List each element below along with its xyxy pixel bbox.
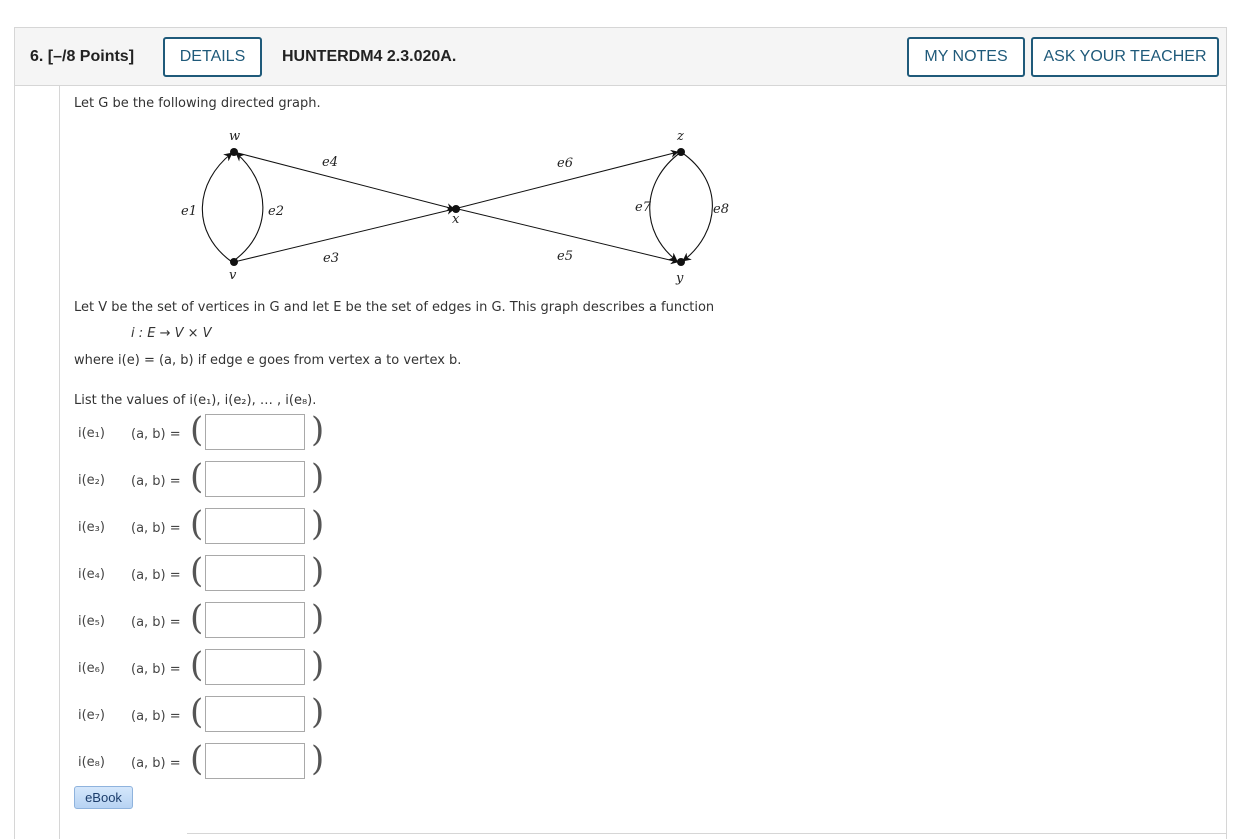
question-code: HUNTERDM4 2.3.020A.	[282, 48, 457, 65]
vertex-w	[230, 148, 238, 156]
ebook-button[interactable]: eBook	[74, 786, 133, 809]
edge-e3	[234, 209, 454, 262]
row-ab: (a, b) =	[131, 521, 181, 536]
answer-input-e6[interactable]	[205, 649, 305, 685]
row-label: i(e₃)	[78, 520, 105, 535]
row-label: i(e₆)	[78, 661, 105, 676]
description-line: Let V be the set of vertices in G and let E be the set of edges in G. This graph describes a function	[74, 300, 715, 315]
my-notes-button[interactable]: MY NOTES	[907, 37, 1025, 77]
right-paren: )	[311, 457, 325, 497]
edge-label-e2: e2	[268, 204, 284, 219]
left-paren: (	[190, 692, 204, 732]
question-number-points: 6. [–/8 Points]	[30, 48, 135, 65]
edge-e7	[650, 152, 681, 261]
left-paren: (	[190, 739, 204, 779]
vertex-label-z: z	[677, 129, 684, 144]
left-paren: (	[190, 504, 204, 544]
row-label: i(e₁)	[78, 426, 105, 441]
row-ab: (a, b) =	[131, 568, 181, 583]
answer-input-e3[interactable]	[205, 508, 305, 544]
row-ab: (a, b) =	[131, 615, 181, 630]
row-ab: (a, b) =	[131, 662, 181, 677]
details-button[interactable]: DETAILS	[163, 37, 262, 77]
row-ab: (a, b) =	[131, 709, 181, 724]
edge-label-e1: e1	[181, 204, 197, 219]
vertex-z	[677, 148, 685, 156]
directed-graph	[150, 122, 770, 292]
row-label: i(e₈)	[78, 755, 105, 770]
edge-e8	[681, 152, 712, 261]
intro-text: Let G be the following directed graph.	[74, 96, 321, 111]
row-label: i(e₂)	[78, 473, 105, 488]
right-paren: )	[311, 504, 325, 544]
edge-e1	[202, 153, 232, 262]
vertex-label-v: v	[229, 268, 237, 283]
row-label: i(e₅)	[78, 614, 105, 629]
edge-label-e8: e8	[713, 202, 729, 217]
row-ab: (a, b) =	[131, 756, 181, 771]
content-bottom-border	[187, 833, 1227, 834]
function-definition: i : E → V × V	[131, 326, 212, 341]
answer-input-e8[interactable]	[205, 743, 305, 779]
row-label: i(e₄)	[78, 567, 105, 582]
where-text: where i(e) = (a, b) if edge e goes from vertex a to vertex b.	[74, 353, 462, 368]
list-instruction: List the values of i(e₁), i(e₂), … , i(e₈).	[74, 393, 317, 408]
content-right-border	[1226, 86, 1227, 834]
left-paren: (	[190, 645, 204, 685]
vertex-y	[677, 258, 685, 266]
edge-label-e7: e7	[635, 200, 651, 215]
answer-input-e1[interactable]	[205, 414, 305, 450]
edge-label-e4: e4	[322, 155, 338, 170]
edge-label-e6: e6	[557, 156, 573, 171]
right-paren: )	[311, 410, 325, 450]
left-paren: (	[190, 457, 204, 497]
edge-e4	[234, 152, 454, 209]
right-paren: )	[311, 551, 325, 591]
row-ab: (a, b) =	[131, 474, 181, 489]
edge-label-e5: e5	[557, 249, 573, 264]
vertex-label-y: y	[676, 271, 684, 286]
ask-your-teacher-button[interactable]: ASK YOUR TEACHER	[1031, 37, 1219, 77]
edge-label-e3: e3	[323, 251, 339, 266]
right-paren: )	[311, 692, 325, 732]
vertex-label-x: x	[452, 212, 460, 227]
row-ab: (a, b) =	[131, 427, 181, 442]
row-label: i(e₇)	[78, 708, 105, 723]
right-paren: )	[311, 739, 325, 779]
left-paren: (	[190, 410, 204, 450]
right-paren: )	[311, 598, 325, 638]
answer-input-e7[interactable]	[205, 696, 305, 732]
left-paren: (	[190, 551, 204, 591]
right-paren: )	[311, 645, 325, 685]
content-left-border	[59, 86, 60, 839]
answer-input-e5[interactable]	[205, 602, 305, 638]
edge-e2	[232, 153, 263, 262]
left-paren: (	[190, 598, 204, 638]
answer-input-e4[interactable]	[205, 555, 305, 591]
answer-input-e2[interactable]	[205, 461, 305, 497]
vertex-label-w: w	[229, 129, 241, 144]
vertex-v	[230, 258, 238, 266]
